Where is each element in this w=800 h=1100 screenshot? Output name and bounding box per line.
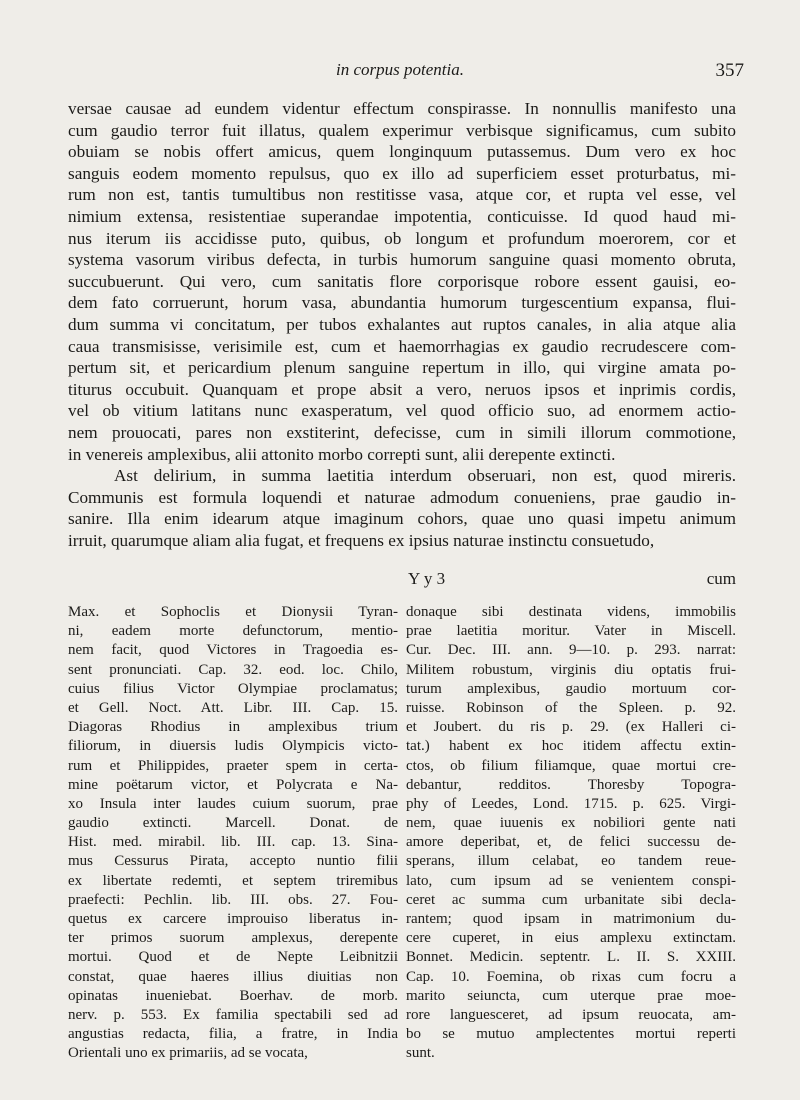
signature-mark: Y y 3	[408, 569, 446, 588]
footnote-line: ctos, ob filium filiamque, quae mortui cre-	[406, 757, 736, 774]
footnote-line: Militem robustum, virginis diu optatis frui-	[406, 661, 736, 678]
footnote-line: ex libertate redemti, et septem triremibus	[68, 872, 398, 889]
footnote-line: lato, cum ipsum ad se venientem conspi-	[406, 872, 736, 889]
footnote-line: cuius filius Victor Olympiae proclamatus;	[68, 680, 398, 697]
footnote-line: gaudio extincti. Marcell. Donat. de	[68, 815, 398, 832]
footnote-line: donaque sibi destinata videns, immobilis	[406, 604, 736, 620]
text-line: nem prouocati, pares non exstiterint, defecisse, cum in simili illorum commotione,	[68, 422, 736, 442]
footnote-line: praefecti: Pechlin. lib. III. obs. 27. Fou-	[68, 891, 398, 908]
text-line: caua transmisisse, verisimile est, cum et haemorrhagias ex gaudio recrudescere com-	[68, 336, 736, 356]
footnote-line: sperans, illum celabat, eo tandem reue-	[406, 853, 736, 870]
text-line: titurus occubuit. Quanquam et prope absit a vero, neruos ipsos et inprimis cordis,	[68, 379, 736, 399]
footnote-line: amore deperibat, et, de felici successu de-	[406, 834, 736, 851]
text-line: sanire. Illa enim idearum atque imaginum cohors, quae uno quasi impetu animum	[68, 509, 736, 529]
running-title: in corpus potentia.	[336, 60, 464, 79]
text-line: succubuerunt. Qui vero, cum sanitatis flore corporisque robore essent gauisi, eo-	[68, 271, 736, 291]
text-line: nimium extensa, resistentiae superandae impotentia, conticuisse. Id quod haud mi-	[68, 206, 736, 226]
text-line: vel ob vitium latitans nunc exasperatum, vel quod officio suo, ad enormem actio-	[68, 401, 736, 421]
text-line: pertum sit, et pericardium plenum sanguine repertum in illo, qui virgine amata po-	[68, 358, 736, 378]
footnote-column-left	[68, 603, 398, 1064]
footnote-line: mortui. Quod et de Nepte Leibnitzii	[68, 949, 398, 966]
footnote-line: constat, quae haeres illius diuitias non	[68, 968, 398, 985]
text-line: obuiam se nobis offert amicus, quem longinquum putassemus. Dum vero ex hoc	[68, 142, 736, 162]
footnote-line: prae laetitia moritur. Vater in Miscell.	[406, 623, 736, 640]
footnote-line: nerv. p. 553. Ex familia spectabili sed ad	[68, 1006, 398, 1023]
footnote-line: turum amplexibus, gaudio mortuum cor-	[406, 680, 736, 697]
signature-line	[68, 560, 736, 588]
text-line: rum non est, tantis tumultibus non restitisse vasa, atque cor, et rupta vel esse, vel	[68, 185, 736, 205]
footnote-line: sent pronunciati. Cap. 32. eod. loc. Chilo,	[68, 661, 398, 678]
footnotes	[68, 603, 736, 1064]
text-line: cum gaudio terror fuit illatus, qualem experimur verbisque significamus, cum subito	[68, 120, 736, 140]
footnote-line: nem facit, quod Victores in Tragoedia es-	[68, 642, 398, 659]
footnote-line: nem, quae iuuenis ex nobiliori gente nati	[406, 815, 736, 832]
text-line: dum summa vi concitatum, per tubos exhalantes aut ruptos canales, in alia atque alia	[68, 314, 736, 334]
footnote-line: ceret ac summa cum urbanitate sibi decla-	[406, 891, 736, 908]
text-line: dem fato corruerunt, horum vasa, abundantia humorum turgescentium expansa, flui-	[68, 293, 736, 313]
footnote-line: filiorum, in diuersis ludis Olympicis victo-	[68, 738, 398, 755]
footnote-line: ni, eadem morte defunctorum, mentio-	[68, 623, 398, 640]
footnote-line: et Joubert. du ris p. 29. (ex Halleri ci-	[406, 719, 736, 736]
text-line: versae causae ad eundem videntur effectum conspirasse. In nonnullis manifesto una	[68, 99, 736, 118]
footnote-line: et Gell. Noct. Att. Libr. III. Cap. 15.	[68, 699, 398, 716]
footnote-line: debantur, redditos. Thoresby Topogra-	[406, 776, 736, 793]
footnote-line: marito seiuncta, cum uterque prae moe-	[406, 987, 736, 1004]
footnote-line: mus Cessurus Pirata, accepto nuntio filii	[68, 853, 398, 870]
footnote-line: phy of Leedes, Lond. 1715. p. 625. Virgi-	[406, 795, 736, 812]
footnote-line: xo Insula inter laudes cuium suorum, prae	[68, 795, 398, 812]
footnote-line: tat.) habent ex hoc itidem affectu extin-	[406, 738, 736, 755]
text-line: Ast delirium, in summa laetitia interdum obseruari, non est, quod mireris.	[114, 466, 736, 486]
text-line: sanguis eodem momento repulsus, quo ex illo ad superficiem esset proturbatus, mi-	[68, 163, 736, 183]
footnote-line: rantem; quod ipsam in matrimonium du-	[406, 911, 736, 927]
text-line: irruit, quarumque aliam alia fugat, et frequens ex ipsius naturae instinctu consuetudo,	[68, 530, 655, 550]
footnote-line: opinatas inueniebat. Boerhav. de morb.	[68, 987, 398, 1004]
footnote-line: Bonnet. Medicin. septentr. L. II. S. XXIII.	[406, 949, 736, 966]
text-line: Communis est formula loquendi et naturae admodum conueniens, prae gaudio in-	[68, 487, 736, 507]
footnote-line: sunt.	[406, 1045, 435, 1062]
footnote-line: bo se mutuo amplectentes mortui reperti	[406, 1026, 736, 1043]
footnote-line: angustias redacta, filia, a fratre, in India	[68, 1026, 398, 1043]
footnote-line: rum et Philippides, praeter spem in certa-	[68, 757, 398, 774]
footnote-line: ruisse. Robinson of the Spleen. p. 92.	[406, 699, 736, 716]
footnote-column-right	[406, 603, 736, 1064]
footnote-line: Max. et Sophoclis et Dionysii Tyran-	[68, 604, 398, 620]
footnote-line: rore languesceret, ad ipsum reuocata, am-	[406, 1006, 736, 1023]
page-number: 357	[715, 60, 744, 81]
text-line: in venereis amplexibus, alii attonito morbo correpti sunt, alii derepente extincti.	[68, 444, 616, 464]
text-line: nus iterum iis accidisse puto, quibus, ob longum et profundum moerorem, cor et	[68, 228, 736, 248]
footnote-line: cere cuperet, in eius amplexu extinctam.	[406, 930, 736, 947]
footnote-line: Diagoras Rhodius in amplexibus trium	[68, 719, 398, 736]
text-line: systema vasorum viribus defecta, in turbis humorum sanguine quasi momento obruta,	[68, 250, 736, 270]
footnote-line: quetus ex carcere improuiso liberatus in-	[68, 911, 398, 927]
footnote-line: Hist. med. mirabil. lib. III. cap. 13. Sina-	[68, 834, 398, 851]
catchword: cum	[706, 569, 736, 588]
footnote-line: ter primos suorum amplexus, derepente	[68, 930, 398, 947]
footnote-line: Orientali uno ex primariis, ad se vocata,	[68, 1045, 308, 1062]
main-text-block	[68, 98, 736, 551]
footnote-line: Cur. Dec. III. ann. 9—10. p. 293. narrat:	[406, 642, 736, 659]
footnote-line: Cap. 10. Foemina, ob rixas cum focru a	[406, 968, 736, 985]
footnote-line: mine poëtarum victor, et Polycrata e Na-	[68, 776, 398, 793]
